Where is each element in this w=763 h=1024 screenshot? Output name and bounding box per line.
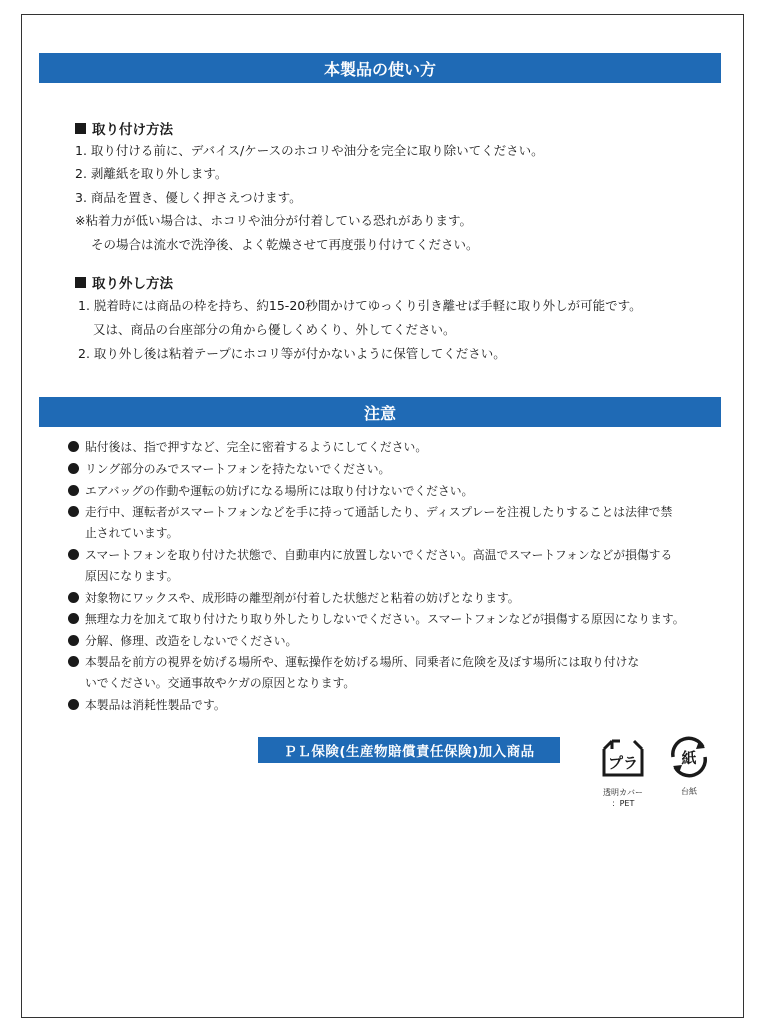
pl-insurance-badge: ＰＬ保険(生産物賠償責任保険)加入商品 [258, 737, 560, 763]
attach-step-2: 2. 剥離紙を取り外します。 [75, 166, 228, 181]
caution-heading: 注意 [39, 397, 721, 427]
bullet-dot-icon [68, 549, 79, 560]
caution-item: リング部分のみでスマートフォンを持たないでください。 [68, 460, 390, 477]
bullet-dot-icon [68, 592, 79, 603]
attach-method-title-text: 取り付け方法 [92, 122, 173, 138]
bullet-dot-icon [68, 506, 79, 517]
caution-item: 本製品は消耗性製品です。 [68, 696, 226, 713]
square-bullet-icon [75, 277, 86, 288]
caution-item: スマートフォンを取り付けた状態で、自動車内に放置しないでください。高温でスマートフォンなどが損傷する [68, 546, 672, 563]
remove-step-1-cont: 又は、商品の台座部分の角から優しくめくり、外してください。 [93, 322, 456, 337]
bullet-dot-icon [68, 635, 79, 646]
attach-step-3: 3. 商品を置き、優しく押さえつけます。 [75, 190, 302, 205]
attach-note-cont: その場合は流水で洗浄後、よく乾燥させて再度張り付けてください。 [91, 237, 479, 252]
svg-text:プラ: プラ [607, 754, 639, 772]
caution-item-cont: 止されています。 [85, 526, 179, 540]
remove-step-2: 2. 取り外し後は粘着テープにホコリ等が付かないように保管してください。 [78, 346, 506, 361]
plastic-recycle-label: 透明カバー ：PET [603, 788, 643, 808]
caution-item: エアバッグの作動や運転の妨げになる場所には取り付けないでください。 [68, 482, 473, 499]
caution-item: 走行中、運転者がスマートフォンなどを手に持って通話したり、ディスプレーを注視したりすることは法律で禁 [68, 503, 672, 520]
bullet-dot-icon [68, 485, 79, 496]
attach-step-1: 1. 取り付ける前に、デバイス/ケースのホコリや油分を完全に取り除いてください。 [75, 143, 544, 158]
caution-item: 本製品を前方の視界を妨げる場所や、運転操作を妨げる場所、同乗者に危険を及ぼす場所には取り付けな [68, 653, 639, 670]
attach-method-title [75, 118, 173, 138]
caution-item-cont: いでください。交通事故やケガの原因となります。 [85, 676, 356, 690]
bullet-dot-icon [68, 463, 79, 474]
remove-method-title-text: 取り外し方法 [92, 276, 173, 292]
bullet-dot-icon [68, 699, 79, 710]
caution-item: 無理な力を加えて取り付けたり取り外したりしないでください。スマートフォンなどが損傷する原因になります。 [68, 610, 685, 627]
plastic-recycle-icon [598, 735, 648, 781]
paper-recycle-icon [665, 733, 713, 781]
usage-heading: 本製品の使い方 [39, 53, 721, 83]
bullet-dot-icon [68, 656, 79, 667]
caution-item: 貼付後は、指で押すなど、完全に密着するようにしてください。 [68, 438, 427, 455]
bullet-dot-icon [68, 613, 79, 624]
caution-item: 分解、修理、改造をしないでください。 [68, 632, 297, 649]
svg-text:紙: 紙 [681, 749, 697, 767]
caution-item: 対象物にワックスや、成形時の離型剤が付着した状態だと粘着の妨げとなります。 [68, 589, 520, 606]
bullet-dot-icon [68, 441, 79, 452]
caution-item-cont: 原因になります。 [85, 569, 179, 583]
paper-recycle-label: 台紙 [681, 787, 697, 796]
square-bullet-icon [75, 123, 86, 134]
remove-step-1: 1. 脱着時には商品の枠を持ち、約15-20秒間かけてゆっくり引き離せば手軽に取り外しが可能です。 [78, 298, 642, 313]
remove-method-title [75, 272, 173, 292]
attach-note: ※粘着力が低い場合は、ホコリや油分が付着している恐れがあります。 [75, 213, 472, 228]
